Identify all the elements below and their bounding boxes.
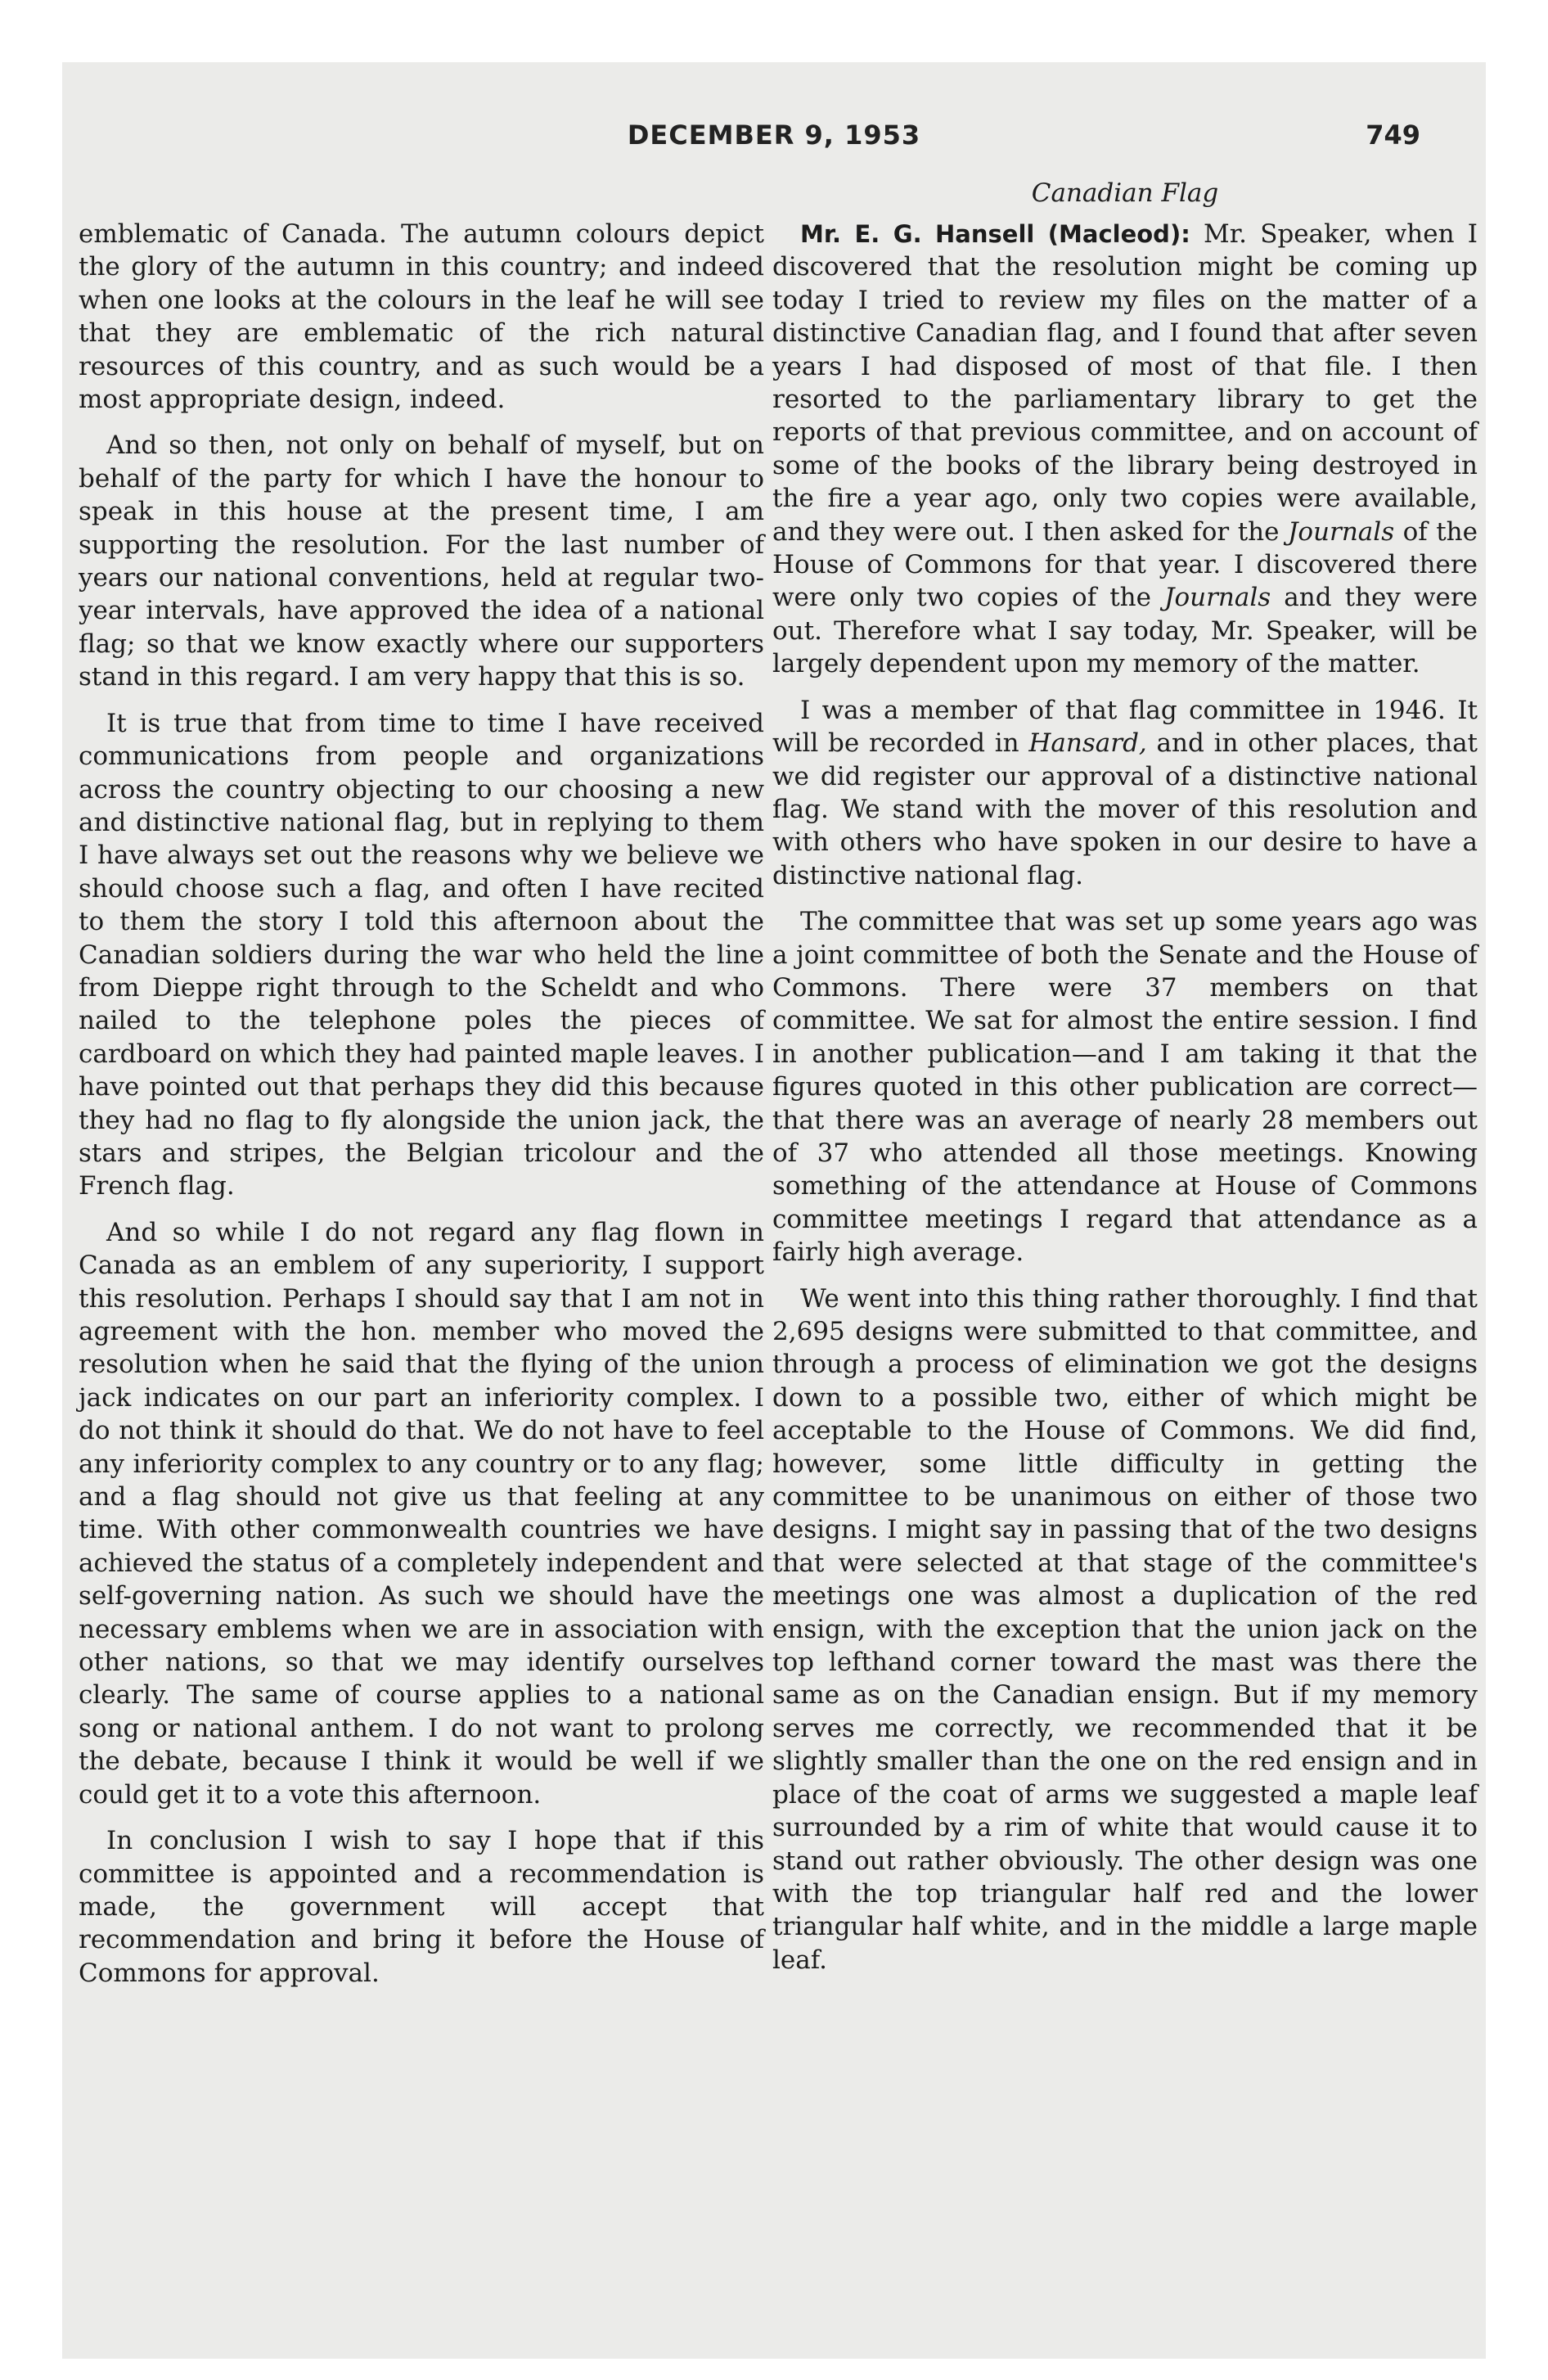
paragraph: emblematic of Canada. The autumn colours depict the glory of the autumn in this country; and indeed when one looks at the colours in the leaf he will see that they are emblematic of the rich natural resources of this country, and as such would be a most appropriate design, indeed. xyxy=(79,219,764,415)
paragraph: In conclusion I wish to say I hope that if this committee is appointed and a recommendation is made, the government will accept that recommendation and bring it before the House of Commons for approval. xyxy=(79,1826,764,1988)
page-number: 749 xyxy=(1366,119,1420,151)
paragraph: It is true that from time to time I have received communications from people and organizations across the country objecting to our choosing a new and distinctive national flag, but in replying to them I have always set out the reasons why we believe we should choose such a flag, and often I have recited to them the story I told this afternoon about the Canadian soldiers during the war who held the line from Dieppe right through to the Scheldt and who nailed to the telephone poles the pieces of cardboard on which they had painted maple leaves. I have pointed out that perhaps they did this because they had no flag to fly alongside the union jack, the stars and stripes, the Belgian tricolour and the French flag. xyxy=(79,708,764,1201)
left-column xyxy=(79,218,764,2003)
page-header xyxy=(62,119,1486,169)
scanned-page xyxy=(62,62,1486,2359)
journal-title: Journals xyxy=(1287,516,1395,547)
text-segment: Mr. Speaker, when I discovered that the resolution might be coming up today I tried to review my files on the matter of a distinctive Canadian flag, and I found that after seven years I had disposed of most of that file. I then resorted to the parliamentary library to get the reports of that previous committee, and on account of some of the books of the library being destroyed in the fire a year ago, only two copies were available, and they were out. I then asked for the xyxy=(772,219,1478,547)
right-column xyxy=(772,177,1478,1990)
text-segment: and in other places, that we did register our approval of a distinctive national flag. We stand with the mover of this resolution and with others who have spoken in our desire to have a distinctive national flag. xyxy=(772,728,1478,890)
text-segment: The committee that was set up some years ago was a joint committee of both the Senate and the House of Commons. There were 37 members on that committee. We sat for almost the entire session. I find in another publication—and I am taking it that the figures quoted in this other publication are correct—that there was an average of nearly 28 members out of 37 who attended all those meetings. Knowing something of the attendance at House of Commons committee meetings I regard that attendance as a fairly high average. xyxy=(772,907,1478,1268)
paragraph xyxy=(772,1282,1478,1977)
text-segment: of the House of Commons for that year. I discovered there were only two copies of the xyxy=(772,516,1478,613)
paragraph xyxy=(772,905,1478,1269)
paragraph: And so while I do not regard any flag flown in Canada as an emblem of any superiority, I support this resolution. Perhaps I should say that I am not in agreement with the hon. member who moved the resolution when he said that the flying of the union jack indicates on our part an inferiority complex. I do not think it should do that. We do not have to feel any inferiority complex to any country or to any flag; and a flag should not give us that feeling at any time. With other commonwealth countries we have achieved the status of a completely independent and self-governing nation. As such we should have the necessary emblems when we are in association with other nations, so that we may identify ourselves clearly. The same of course applies to a national song or national anthem. I do not want to prolong the debate, because I think it would be well if we could get it to a vote this afternoon. xyxy=(79,1217,764,1810)
running-head: Canadian Flag xyxy=(1031,178,1219,208)
text-segment: We went into this thing rather thoroughly. I find that 2,695 designs were submitted to that committee, and through a process of elimination we got the designs down to a possible two, either of which might be acceptable to the House of Commons. We did find, however, some little difficulty in getting the committee to be unanimous on either of those two designs. I might say in passing that of the two designs that were selected at that stage of the committee's meetings one was almost a duplication of the red ensign, with the exception that the union jack on the top lefthand corner toward the mast was there the same as on the Canadian ensign. But if my memory serves me correctly, we recommended that it be slightly smaller than the one on the red ensign and in place of the coat of arms we suggested a maple leaf surrounded by a rim of white that would cause it to stand out rather obviously. The other design was one with the top triangular half red and the lower triangular half white, and in the middle a large maple leaf. xyxy=(772,1283,1478,1975)
paragraph xyxy=(772,218,1478,681)
text-segment: and they were out. Therefore what I say today, Mr. Speaker, will be largely dependent upon my memory of the matter. xyxy=(772,583,1478,679)
page-date: DECEMBER 9, 1953 xyxy=(627,119,921,151)
paragraph: And so then, not only on behalf of myself, but on behalf of the party for which I have the honour to speak in this house at the present time, I am supporting the resolution. For the last number of years our national conventions, held at regular two-year intervals, have approved the idea of a national flag; so that we know exactly where our supporters stand in this regard. I am very happy that this is so. xyxy=(79,430,764,692)
speaker-name: Mr. E. G. Hansell (Macleod): xyxy=(800,220,1190,248)
text-segment: I was a member of that flag committee in 1946. It will be recorded in xyxy=(772,695,1478,759)
journal-title: Journals xyxy=(1164,583,1271,613)
paragraph xyxy=(772,694,1478,892)
hansard-title: Hansard, xyxy=(1028,728,1147,759)
